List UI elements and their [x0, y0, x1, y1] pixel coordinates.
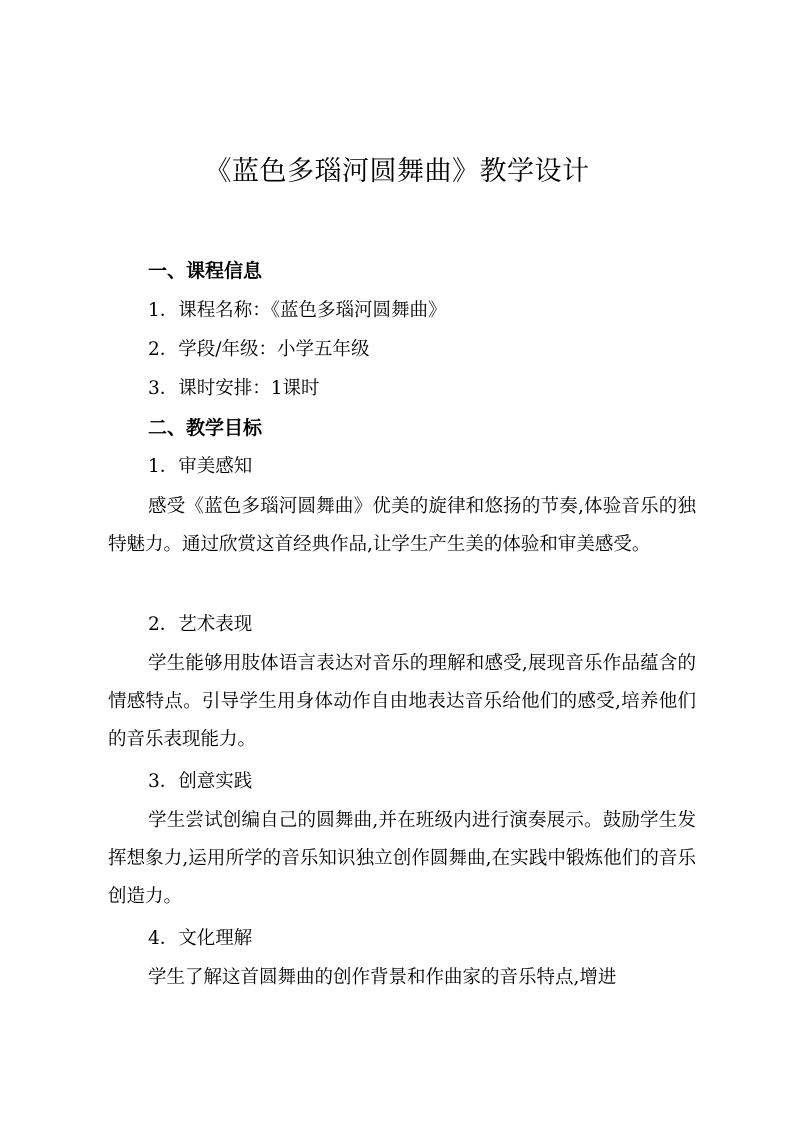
section-heading-course-info: 一、课程信息 — [148, 260, 263, 282]
class-hours-item: 3．课时安排：1课时 — [148, 378, 320, 399]
goal-text-creative-practice: 学生尝试创编自己的圆舞曲,并在班级内进行演奏展示。鼓励学生发挥想象力,运用所学的音乐知识独立创作圆舞曲,在实践中锻炼他们的音乐创造力。 — [108, 810, 696, 907]
goal-text-aesthetic-perception: 感受《蓝色多瑙河圆舞曲》优美的旋律和悠扬的节奏,体验音乐的独特魅力。通过欣赏这首经典作品,让学生产生美的体验和审美感受。 — [108, 496, 696, 555]
goal-text-cultural-understanding: 学生了解这首圆舞曲的创作背景和作曲家的音乐特点,增进 — [148, 967, 617, 988]
grade-item: 2．学段/年级：小学五年级 — [148, 339, 370, 360]
section-heading-teaching-goals: 二、教学目标 — [148, 417, 263, 439]
goal-label-cultural-understanding: 4．文化理解 — [148, 928, 253, 949]
course-name-item: 1．课程名称：《蓝色多瑙河圆舞曲》 — [148, 300, 447, 321]
goal-text-artistic-expression: 学生能够用肢体语言表达对音乐的理解和感受,展现音乐作品蕴含的情感特点。引导学生用身体动作自由地表达音乐给他们的感受,培养他们的音乐表现能力。 — [108, 653, 696, 750]
document-title: 《蓝色多瑙河圆舞曲》教学设计 — [204, 156, 590, 187]
goal-label-creative-practice: 3．创意实践 — [148, 771, 253, 792]
goal-label-artistic-expression: 2．艺术表现 — [148, 614, 253, 635]
goal-label-aesthetic-perception: 1．审美感知 — [148, 456, 253, 477]
